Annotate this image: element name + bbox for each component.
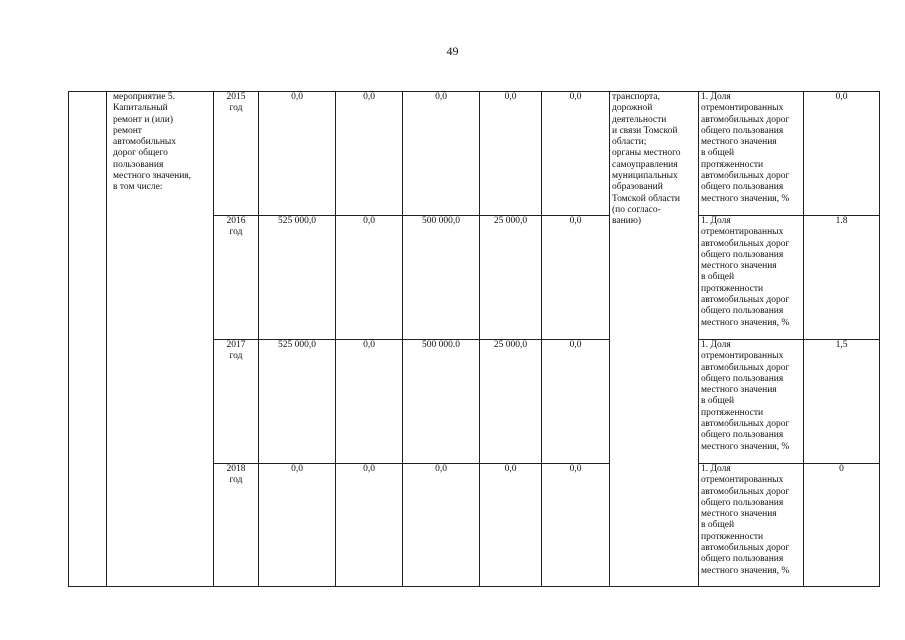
local-cell: 0,0 xyxy=(480,92,542,216)
total-cell: 525 000,0 xyxy=(259,340,336,464)
indicator-value-cell: 0 xyxy=(804,464,880,587)
page-number: 49 xyxy=(446,44,459,58)
year-cell: 2015 год xyxy=(214,92,259,216)
indicator-value-cell: 0,0 xyxy=(804,92,880,216)
regional-cell: 0,0 xyxy=(403,92,480,216)
federal-cell: 0,0 xyxy=(336,464,403,587)
total-cell: 0,0 xyxy=(259,464,336,587)
indicator-value-cell: 1,5 xyxy=(804,340,880,464)
regional-cell: 500 000.0 xyxy=(403,340,480,464)
local-cell: 25 000,0 xyxy=(480,216,542,340)
regional-cell: 0,0 xyxy=(403,464,480,587)
regional-cell: 500 000,0 xyxy=(403,216,480,340)
other-cell: 0,0 xyxy=(542,464,610,587)
number-cell xyxy=(69,92,107,587)
measure-description-cell: мероприятие 5. Капитальный ремонт и (или) ремонт автомобильных дорог общего пользования местного значения, в том числе: xyxy=(107,92,214,587)
other-cell: 0,0 xyxy=(542,92,610,216)
federal-cell: 0,0 xyxy=(336,216,403,340)
year-cell: 2017 год xyxy=(214,340,259,464)
indicator-cell: 1. Доля отремонтированных автомобильных дорог общего пользования местного значения в общей протяженности автомобильных дорог общего пользования местного значения, % xyxy=(699,92,804,216)
local-cell: 25 000,0 xyxy=(480,340,542,464)
indicator-cell: 1. Доля отремонтированных автомобильных дорог общего пользования местного значения в общей протяженности автомобильных дорог общего пользования местного значения, % xyxy=(699,340,804,464)
indicator-cell: 1. Доля отремонтированных автомобильных дорог общего пользования местного значения в общей протяженности автомобильных дорог общего пользования местного значения, % xyxy=(699,216,804,340)
executor-cell: транспорта, дорожной деятельности и связи Томской области; органы местного самоуправления муниципальных образований Томской области (по согласо- ванию) xyxy=(610,92,699,587)
other-cell: 0,0 xyxy=(542,216,610,340)
total-cell: 525 000,0 xyxy=(259,216,336,340)
indicator-value-cell: 1.8 xyxy=(804,216,880,340)
year-cell: 2016 год xyxy=(214,216,259,340)
program-table xyxy=(68,91,880,587)
total-cell: 0,0 xyxy=(259,92,336,216)
federal-cell: 0,0 xyxy=(336,340,403,464)
table-row xyxy=(69,92,880,216)
local-cell: 0,0 xyxy=(480,464,542,587)
year-cell: 2018 год xyxy=(214,464,259,587)
other-cell: 0,0 xyxy=(542,340,610,464)
indicator-cell: 1. Доля отремонтированных автомобильных дорог общего пользования местного значения в общей протяженности автомобильных дорог общего пользования местного значения, % xyxy=(699,464,804,587)
federal-cell: 0,0 xyxy=(336,92,403,216)
